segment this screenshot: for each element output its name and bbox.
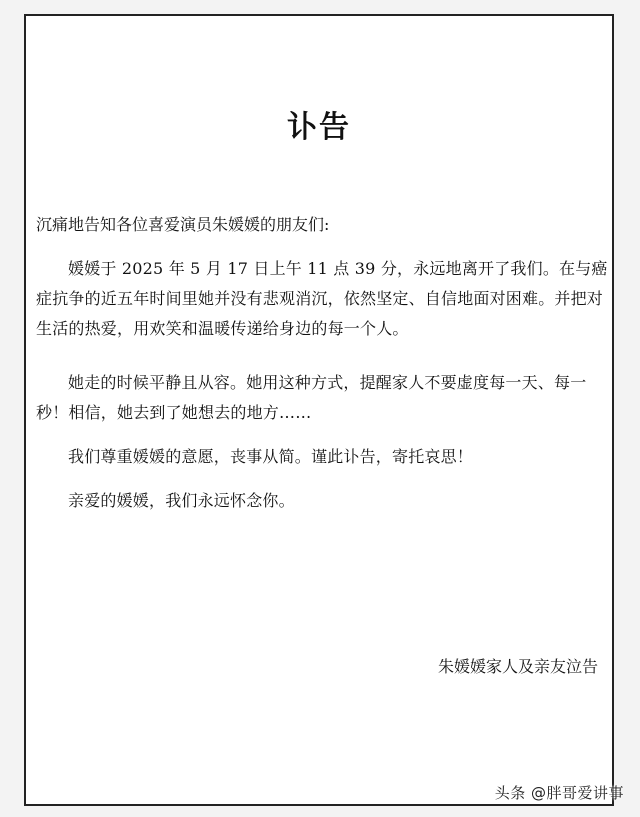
notice-paragraph-3: 我们尊重媛媛的意愿，丧事从简。谨此讣告，寄托哀思！ [68,447,474,466]
notice-salutation: 沉痛地告知各位喜爱演员朱媛媛的朋友们: [36,215,330,234]
notice-title: 讣告 [287,110,351,145]
notice-paragraph-4: 亲爱的媛媛，我们永远怀念你。 [68,491,295,510]
source-watermark: 头条 @胖哥爱讲事 [494,784,624,802]
notice-paragraph-1: 媛媛于 2025 年 5 月 17 日上午 11 点 39 分，永远地离开了我们。在与癌症抗争的近五年时间里她并没有悲观消沉，依然坚定、自信地面对困难。并把对生活的热爱，用欢笑和温暖传递给身边的每一个人。 [36,259,608,338]
notice-paragraph-2: 她走的时候平静且从容。她用这种方式，提醒家人不要虚度每一天、每一秒！相信，她去到了她想去的地方…… [36,373,587,422]
notice-signature: 朱媛媛家人及亲友泣告 [437,657,598,676]
obituary-notice [24,14,614,806]
